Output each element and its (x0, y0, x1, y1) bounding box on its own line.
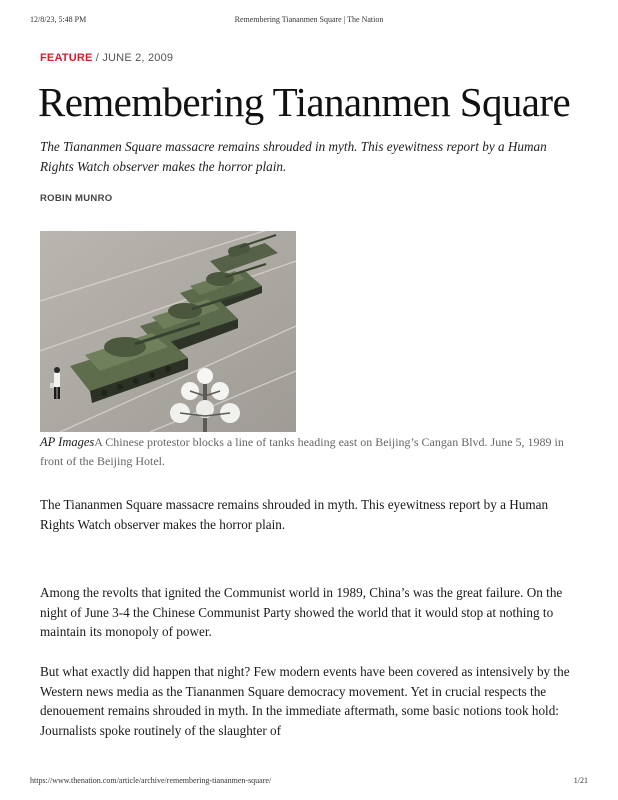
author-byline[interactable]: ROBIN MUNRO (40, 193, 113, 204)
photo-credit: AP Images (40, 435, 95, 449)
page-number: 1/21 (573, 776, 588, 785)
body-paragraph: Among the revolts that ignited the Communist world in 1989, China’s was the great failure. On the night of June 3-4 the Chinese Communist Party showed the world that it would stop at nothing to maintain its monopoly of power. (40, 585, 563, 639)
article-date: JUNE 2, 2009 (102, 52, 174, 64)
body-paragraph: The Tiananmen Square massacre remains shrouded in myth. This eyewitness report by a Human Rights Watch observer makes the horror plain. (40, 497, 549, 532)
photo-caption (40, 433, 580, 471)
article-dek: The Tiananmen Square massacre remains shrouded in myth. This eyewitness report by a Human Rights Watch observer makes the horror plain. (40, 139, 547, 174)
body-paragraph: But what exactly did happen that night? Few modern events have been covered as intensively by the Western news media as the Tiananmen Square democracy movement. Yet in crucial respects the denouement remains shrouded in myth. In the immediate aftermath, some basic notions took hold: Journalists spoke routinely of the slaughter of (40, 664, 570, 738)
caption-text: A Chinese protestor blocks a line of tanks heading east on Beijing’s Cangan Blvd. June 5, 1989 in front of the Beijing Hotel. (40, 435, 564, 468)
article-headline: Remembering Tiananmen Square (38, 79, 571, 125)
print-header (0, 15, 618, 27)
article-photo (40, 231, 296, 432)
print-url: https://www.thenation.com/article/archive/remembering-tiananmen-square/ (30, 776, 272, 785)
kicker-separator: / (95, 52, 100, 64)
print-date: 12/8/23, 5:48 PM (30, 15, 87, 24)
print-page-title: Remembering Tiananmen Square | The Nation (234, 15, 384, 24)
print-footer (0, 776, 618, 788)
category-link[interactable]: FEATURE (40, 52, 93, 64)
article-kicker (40, 52, 173, 64)
